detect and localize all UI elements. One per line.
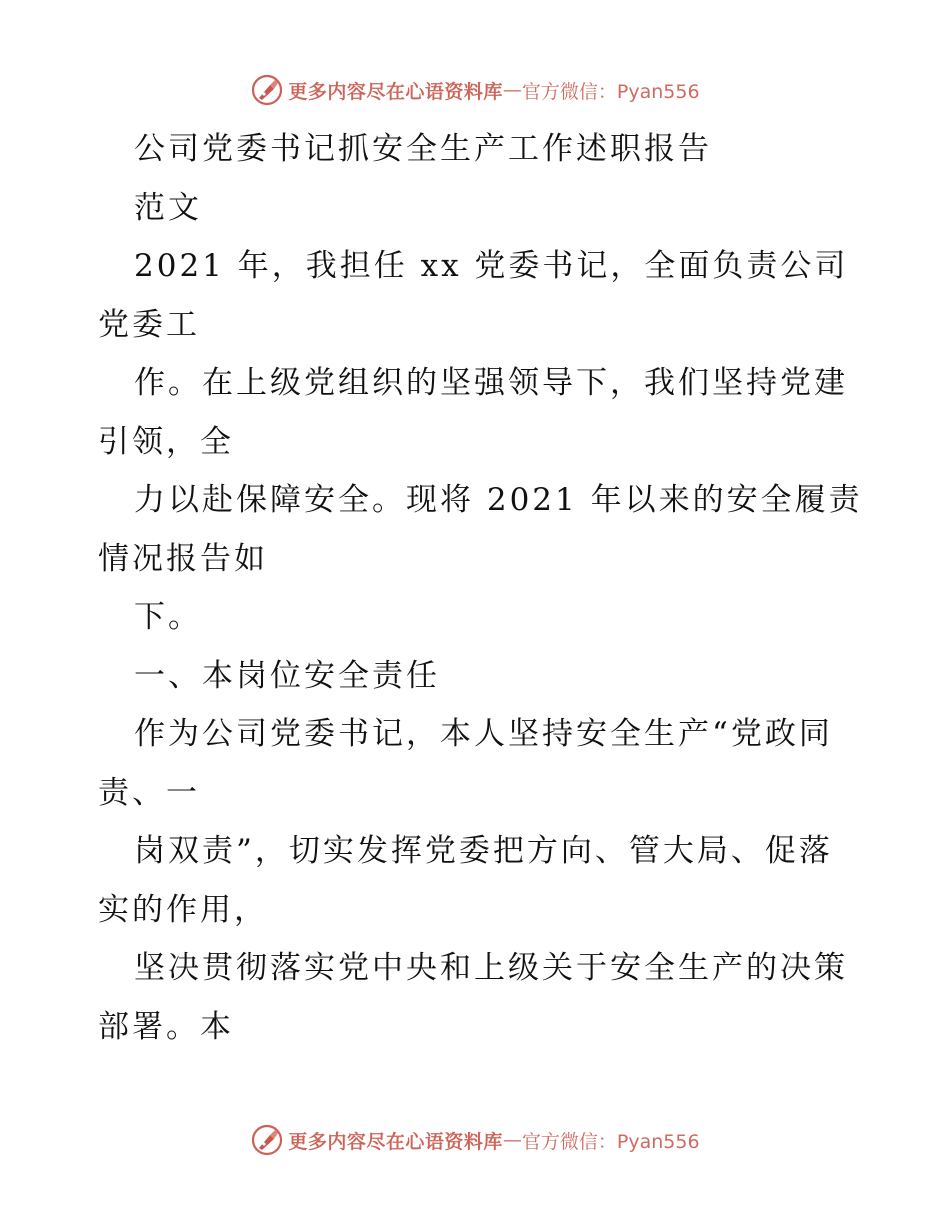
banner-wechat-text: 官方微信：Pyan556 xyxy=(521,80,700,103)
banner-site-text: 更多内容尽在心语资料库 xyxy=(288,1130,503,1153)
document-text-line: 岗双责”，切实发挥党委把方向、管大局、促落 xyxy=(134,833,833,869)
document-text-line: 责、一 xyxy=(98,774,200,811)
document-text-line: 部署。本 xyxy=(98,1008,234,1045)
document-text-line: 作。在上级党组织的坚强领导下，我们坚持党建 xyxy=(134,365,848,401)
document-body xyxy=(98,120,868,1056)
document-text-line: 实的作用， xyxy=(98,891,268,928)
document-text-line: 引领，全 xyxy=(98,423,234,460)
pen-nib-icon xyxy=(250,73,284,107)
footer-banner xyxy=(0,1120,950,1160)
banner-separator: — xyxy=(502,1129,522,1151)
document-text-line: 作为公司党委书记，本人坚持安全生产“党政同 xyxy=(134,716,833,752)
document-text-line: 党委工 xyxy=(98,306,200,343)
document-text-line: 坚决贯彻落实党中央和上级关于安全生产的决策 xyxy=(134,950,848,986)
document-text-line: 力以赴保障安全。现将 2021 年以来的安全履责 xyxy=(134,482,863,518)
document-text-line: 下。 xyxy=(134,599,202,635)
document-text-line: 2021 年，我担任 xx 党委书记，全面负责公司 xyxy=(134,248,849,284)
pen-nib-icon xyxy=(250,1123,284,1157)
banner-wechat-text: 官方微信：Pyan556 xyxy=(521,1130,700,1153)
document-title-line: 公司党委书记抓安全生产工作述职报告 xyxy=(134,131,712,167)
document-text-line: 情况报告如 xyxy=(98,540,268,577)
document-text-line: 范文 xyxy=(134,189,202,226)
document-text-line: 一、本岗位安全责任 xyxy=(134,657,440,694)
banner-separator: — xyxy=(502,79,522,101)
banner-site-text: 更多内容尽在心语资料库 xyxy=(288,80,503,103)
header-banner xyxy=(0,70,950,110)
